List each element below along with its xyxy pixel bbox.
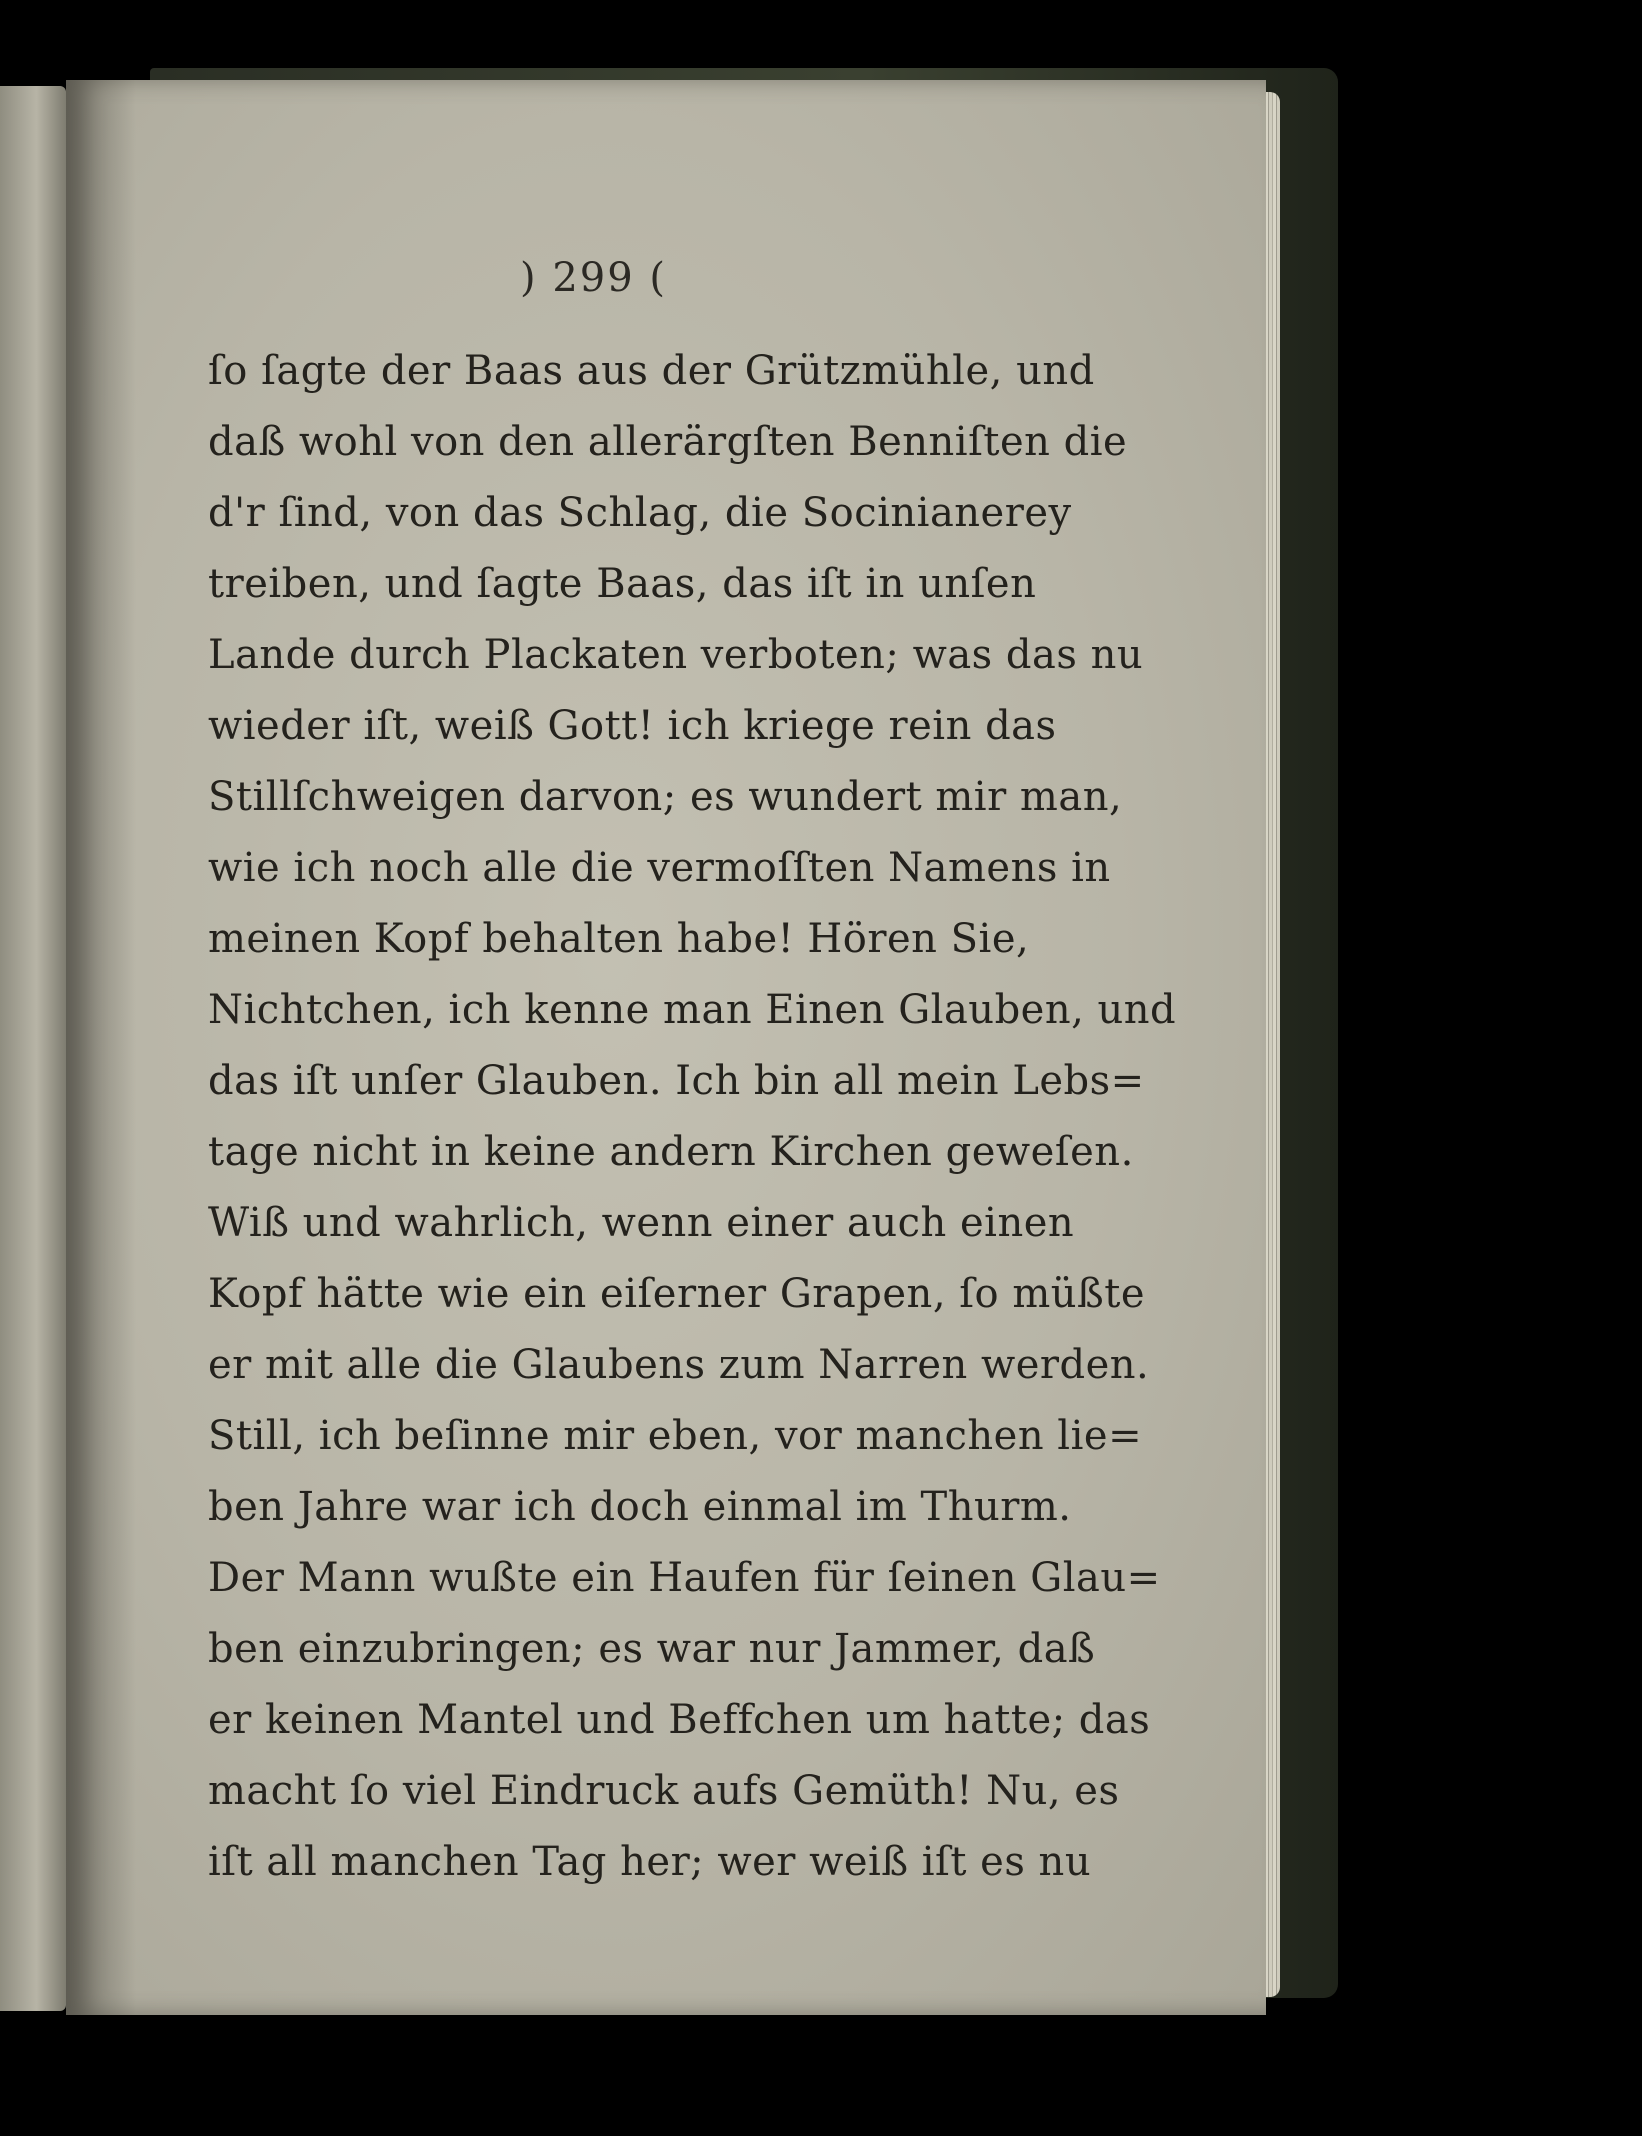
text-line: Wiß und wahrlich, wenn einer auch einen	[208, 1200, 1075, 1246]
text-line: ben einzubringen; es war nur Jammer, daß	[208, 1626, 1096, 1672]
text-line: er mit alle die Glaubens zum Narren werden.	[208, 1342, 1150, 1388]
text-line: ben Jahre war ich doch einmal im Thurm.	[208, 1484, 1072, 1530]
text-line: Kopf hätte wie ein eiſerner Grapen, ſo müßte	[208, 1271, 1145, 1317]
text-line: Still, ich beſinne mir eben, vor manchen lie=	[208, 1413, 1143, 1459]
page-number: ) 299 (	[520, 255, 667, 301]
facing-page-edge	[0, 86, 66, 2011]
text-line: d'r ſind, von das Schlag, die Socinianerey	[208, 490, 1072, 536]
text-line: ſo ſagte der Baas aus der Grützmühle, und	[208, 348, 1095, 394]
text-line: er keinen Mantel und Beffchen um hatte; das	[208, 1697, 1151, 1743]
text-line: tage nicht in keine andern Kirchen geweſen.	[208, 1129, 1134, 1175]
text-line: Stillſchweigen darvon; es wundert mir man,	[208, 774, 1123, 820]
text-line: Der Mann wußte ein Haufen für ſeinen Glau=	[208, 1555, 1161, 1601]
text-line: Nichtchen, ich kenne man Einen Glauben, und	[208, 987, 1177, 1033]
text-line: macht ſo viel Eindruck aufs Gemüth! Nu, es	[208, 1768, 1120, 1814]
text-line: wie ich noch alle die vermoſſten Namens in	[208, 845, 1111, 891]
text-line: Lande durch Plackaten verboten; was das nu	[208, 632, 1144, 678]
text-line: daß wohl von den allerärgſten Benniſten die	[208, 419, 1128, 465]
text-block	[208, 330, 1177, 1930]
text-line: das iſt unſer Glauben. Ich bin all mein Lebs=	[208, 1058, 1145, 1104]
text-line: treiben, und ſagte Baas, das iſt in unſen	[208, 561, 1037, 607]
text-line: wieder iſt, weiß Gott! ich kriege rein das	[208, 703, 1057, 749]
text-line: meinen Kopf behalten habe! Hören Sie,	[208, 916, 1030, 962]
text-line: iſt all manchen Tag her; wer weiß iſt es nu	[208, 1839, 1092, 1885]
gutter-shadow	[66, 80, 136, 2015]
